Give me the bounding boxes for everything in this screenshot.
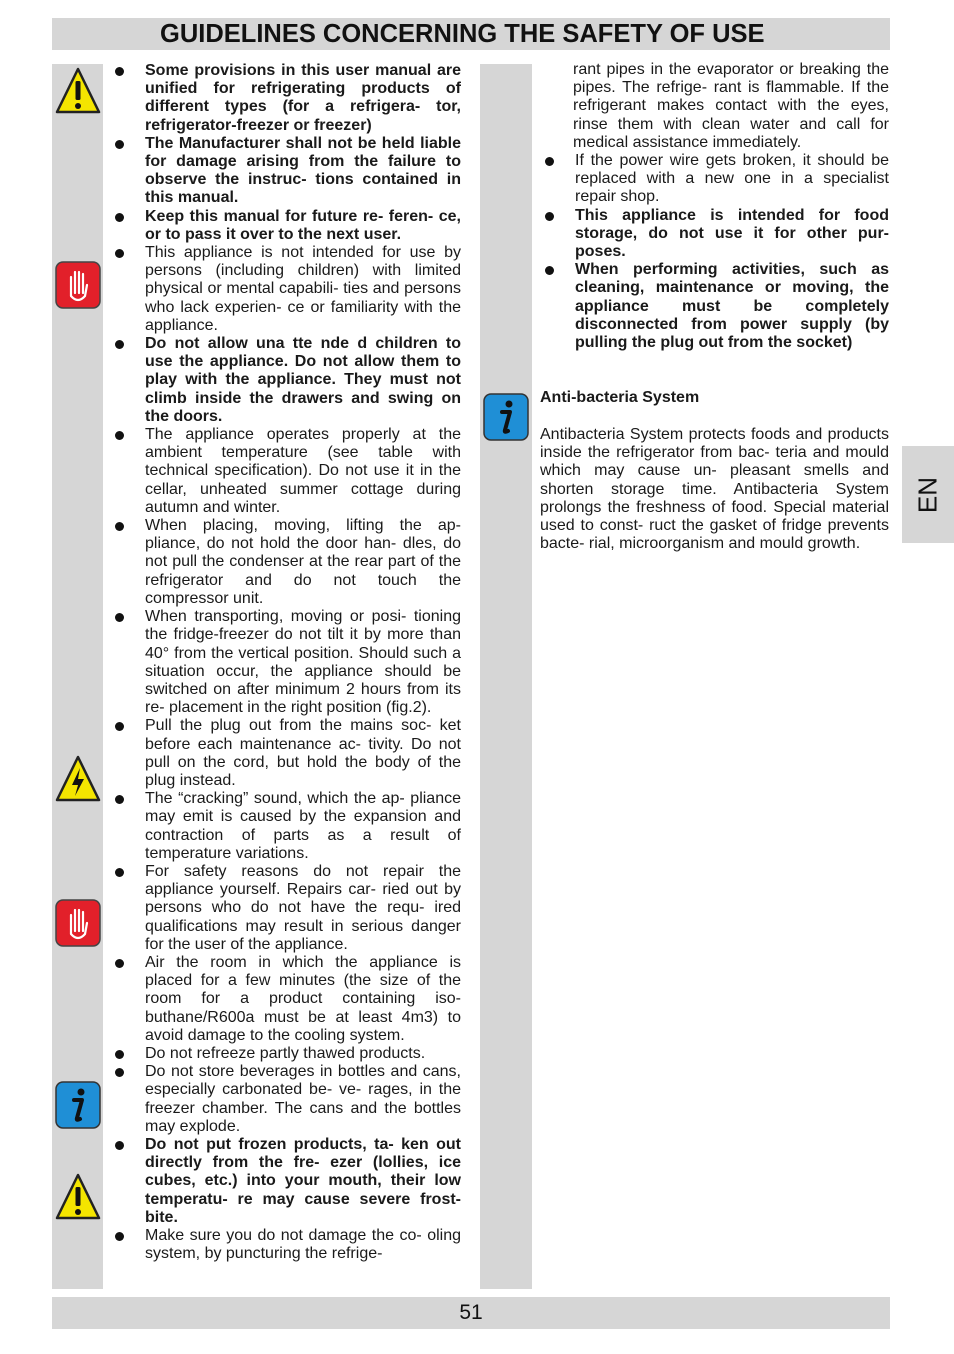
bullet-dot-icon bbox=[115, 1068, 124, 1077]
list-item bbox=[110, 863, 461, 954]
hand-stop-icon bbox=[54, 898, 102, 948]
list-item-text: The Manufacturer shall not be held liable for damage arising from the failure to observe the instruc- tions contained in this manual. bbox=[145, 134, 461, 207]
list-item bbox=[110, 1045, 461, 1063]
hand-stop-icon bbox=[54, 260, 102, 310]
list-item-text: If the power wire gets broken, it should be replaced with a new one in a specialist repair shop. bbox=[575, 152, 889, 206]
language-tab bbox=[902, 446, 954, 543]
page-title: GUIDELINES CONCERNING THE SAFETY OF USE bbox=[52, 18, 890, 50]
section-title: Anti-bacteria System bbox=[540, 389, 700, 406]
left-bullet-list bbox=[110, 62, 461, 1263]
list-item bbox=[110, 62, 461, 135]
list-item-text: Air the room in which the appliance is placed for a few minutes (the size of the room for a product containing iso- buthane/R600a must be at least 4m3) to avoid damage to the cooling system. bbox=[145, 953, 461, 1044]
list-item bbox=[110, 1063, 461, 1136]
bullet-dot-icon bbox=[115, 1232, 124, 1241]
bullet-dot-icon bbox=[545, 266, 554, 275]
list-item-text: The “cracking” sound, which the ap- pliance may emit is caused by the expansion and contraction of parts as a result of temperature variations. bbox=[145, 790, 461, 862]
bullet-dot-icon bbox=[545, 212, 554, 221]
list-item bbox=[110, 717, 461, 790]
list-item-text: Do not allow una tte nde d children to use the appliance. Do not allow them to play with the appliance. They must not climb inside the drawers and swing on the doors. bbox=[145, 335, 461, 425]
bullet-dot-icon bbox=[115, 959, 124, 968]
list-item-text: For safety reasons do not repair the appliance yourself. Repairs car- ried out by persons who do not have the requ- ired qualifications may result in serious danger for the user of the appliance. bbox=[145, 862, 461, 953]
list-item bbox=[110, 608, 461, 717]
info-icon bbox=[54, 1080, 102, 1130]
high-voltage-icon bbox=[54, 754, 102, 804]
bullet-dot-icon bbox=[115, 522, 124, 531]
list-item-text: This appliance is intended for food storage, do not use it for other pur- poses. bbox=[575, 206, 889, 261]
list-item bbox=[540, 261, 889, 352]
list-item-text: When placing, moving, lifting the ap- pliance, do not hold the door han- dles, do not pull the condenser at the rear part of the refrigerator and do not touch the compressor unit. bbox=[145, 517, 461, 607]
list-item-continuation: rant pipes in the evaporator or breaking the pipes. The refrige- rant is flammable. If the refrigerant makes contact with the eyes, rinse them with clean water and call for medical assistance immediately. bbox=[573, 61, 889, 151]
list-item bbox=[110, 426, 461, 517]
list-item bbox=[110, 790, 461, 863]
list-item-text: Do not put frozen products, ta- ken out directly from the fre- ezer (lollies, ice cubes, etc.) into your mouth, their low temperatu- re may cause severe frost-bite. bbox=[145, 1135, 461, 1226]
list-item-text: Some provisions in this user manual are unified for refrigerating products of different types (for a refrigera- tor, refrigerator-freezer or freezer) bbox=[145, 62, 461, 134]
list-item-text: Keep this manual for future re- feren- ce, or to pass it over to the next user. bbox=[145, 207, 461, 243]
right-text-column bbox=[540, 61, 889, 352]
bullet-dot-icon bbox=[545, 157, 554, 166]
warning-triangle-icon bbox=[54, 66, 102, 116]
bullet-dot-icon bbox=[115, 67, 124, 76]
list-item-text: Do not store beverages in bottles and cans, especially carbonated be- ve- rages, in the freezer chamber. The cans and the bottles may explode. bbox=[145, 1063, 461, 1135]
list-item bbox=[540, 207, 889, 262]
language-label: EN bbox=[912, 476, 943, 513]
page-number: 51 bbox=[52, 1297, 890, 1329]
bullet-dot-icon bbox=[115, 868, 124, 877]
list-item bbox=[110, 1227, 461, 1263]
bullet-dot-icon bbox=[115, 213, 124, 222]
list-item-text: Make sure you do not damage the co- oling system, by puncturing the refrige- bbox=[145, 1227, 461, 1263]
bullet-dot-icon bbox=[115, 431, 124, 440]
info-icon bbox=[482, 392, 530, 442]
bullet-dot-icon bbox=[115, 1141, 124, 1150]
bullet-dot-icon bbox=[115, 140, 124, 149]
list-item-text: When performing activities, such as cleaning, maintenance or moving, the appliance must be completely disconnected from power supply (by pulling the plug out from the socket) bbox=[575, 261, 889, 352]
list-item bbox=[110, 135, 461, 208]
list-item-text: Pull the plug out from the mains soc- ket before each maintenance ac- tivity. Do not pull on the cord, but hold the body of the plug instead. bbox=[145, 717, 461, 789]
bullet-dot-icon bbox=[115, 1050, 124, 1059]
bullet-dot-icon bbox=[115, 340, 124, 349]
list-item-text: When transporting, moving or posi- tioning the fridge-freezer do not tilt it by more than 40° from the vertical position. Should such a situation occur, the appliance should be switched on after minimum 2 hours from its re- placement in the right position (fig.2). bbox=[145, 608, 461, 717]
list-item-text: This appliance is not intended for use by persons (including children) with limited physical or mental capabili- ties and persons who lack experien- ce or familiarity with the appliance. bbox=[145, 244, 461, 334]
section-body: Antibacteria System protects foods and products inside the refrigerator from bac- teria and mould which may cause un- pleasant smells and shorten storage time. Antibacteria System prolongs the freshness of food. Special material used to const- ruct the gasket of fridge prevents bacte- rial, microorganism and mould growth. bbox=[540, 426, 889, 553]
right-bullet-list bbox=[540, 61, 889, 352]
list-item bbox=[110, 954, 461, 1045]
warning-triangle-icon bbox=[54, 1172, 102, 1222]
list-item-text: The appliance operates properly at the ambient temperature (see table with technical specification). Do not use it in the cellar, unheated summer cottage during autumn and winter. bbox=[145, 426, 461, 516]
bullet-dot-icon bbox=[115, 795, 124, 804]
list-item bbox=[110, 1136, 461, 1227]
left-text-column bbox=[110, 62, 461, 1263]
bullet-dot-icon bbox=[115, 249, 124, 258]
list-item bbox=[110, 244, 461, 335]
middle-icon-strip bbox=[480, 64, 532, 1289]
bullet-dot-icon bbox=[115, 613, 124, 622]
list-item bbox=[110, 335, 461, 426]
list-item-text: Do not refreeze partly thawed products. bbox=[145, 1044, 426, 1062]
list-item bbox=[540, 152, 889, 207]
list-item bbox=[110, 208, 461, 244]
bullet-dot-icon bbox=[115, 722, 124, 731]
list-item bbox=[110, 517, 461, 608]
